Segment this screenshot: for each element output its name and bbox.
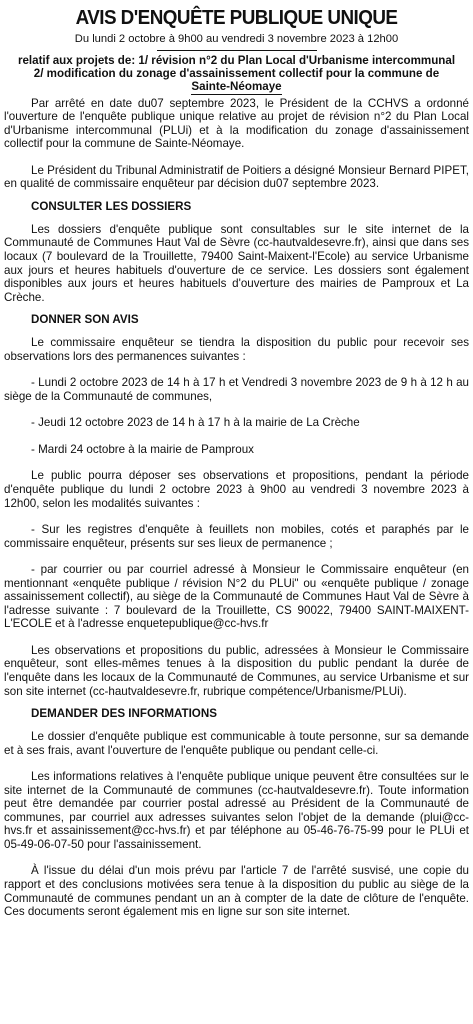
notice-title: AVIS D'ENQUÊTE PUBLIQUE UNIQUE	[75, 6, 398, 29]
subject-line-2: 2/ modification du zonage d'assainissement collectif pour la commune de	[33, 67, 440, 81]
donner-paragraph: Les observations et propositions du public, adressées à Monsieur le Commissaire enquêteur, sont elles-mêmes tenues à la disposition du public pendant la durée de l'enquête dans les locaux de la Communauté de Communes, au service Urbanisme et sur son site internet (cc-hautvaldesevre.fr, rubrique compétence/Urbanisme/PLUi).	[4, 643, 469, 698]
permanence-item: - Jeudi 12 octobre 2023 de 14 h à 17 h à la mairie de La Crèche	[31, 416, 360, 430]
donner-paragraph: Le public pourra déposer ses observations et propositions, pendant la période d'enquête publique du lundi 2 octobre 2023 à 9h00 au vendredi 3 novembre 2023 à 12h00, selon les modalités suivantes :	[4, 469, 469, 510]
commune-name: Sainte-Néomaye	[191, 80, 282, 94]
consulter-paragraph: Les dossiers d'enquête publique sont consultables sur le site internet de la Communauté de Communes Haut Val de Sèvre (cc-hautvaldesevre.fr), ainsi que dans ses locaux (7 boulevard de la Trouillette, 79400 Saint-Maixent-l'Ecole) au service Urbanisme aux jours et heures habituels d'ouverture de ce service. Les dossiers sont également disponibles aux jours et heures habituels d'ouverture des mairies de Pamproux et La Crèche.	[4, 222, 469, 304]
subject-line-1: relatif aux projets de: 1/ révision n°2 du Plan Local d'Urbanisme intercommunal	[17, 54, 456, 67]
subject-line-3	[4, 80, 469, 94]
demander-paragraph: Les informations relatives à l'enquête publique unique peuvent être consultées sur le site internet de la Communauté de communes (cc-hautvaldesevre.fr). Toute information peut être demandée par courrier postal adressé au Président de la Communauté de communes, par courriel aux adresses suivantes selon l'objet de la demande (plui@cc-hvs.fr et assainissement@cc-hvs.fr) et par téléphone au 05-46-76-75-99 pour le PLUi et 05-49-06-07-50 pour l'assainissement.	[4, 770, 469, 851]
modalite-item: - par courrier ou par courriel adressé à Monsieur le Commissaire enquêteur (en mentionnant «enquête publique / révision N°2 du PLUi" ou «enquête publique / zonage assainissement collectif), au siège de la Communauté de Communes Haut Val de Sèvre à l'adresse suivante : 7 boulevard de la Trouillette, CS 90022, 79400 SAINT-MAIXENT-L'ECOLE et à l'adresse enquetepublique@cc-hvs.fr	[4, 563, 469, 631]
permanence-item: - Mardi 24 octobre à la mairie de Pamproux	[31, 442, 254, 456]
demander-paragraph: Le dossier d'enquête publique est communicable à toute personne, sur sa demande et à ses frais, avant l'ouverture de l'enquête publique ou pendant celle-ci.	[4, 730, 469, 757]
section-heading-demander: DEMANDER DES INFORMATIONS	[31, 707, 217, 721]
enquiry-dates: Du lundi 2 octobre à 9h00 au vendredi 3 novembre 2023 à 12h00	[74, 33, 399, 45]
notice-subject	[4, 54, 469, 95]
section-heading-consulter: CONSULTER LES DOSSIERS	[31, 199, 192, 213]
intro-paragraph: Par arrêté en date du07 septembre 2023, le Président de la CCHVS a ordonné l'ouverture de l'enquête publique unique relative au projet de révision n°2 du Plan Local d'Urbanisme intercommunal (PLUi) et à la modification du zonage d'assainissement collectif pour la commune de Sainte-Néomaye.	[4, 96, 469, 151]
title-divider	[157, 50, 317, 51]
permanence-item: - Lundi 2 octobre 2023 de 14 h à 17 h et Vendredi 3 novembre 2023 de 9 h à 12 h au siège de la Communauté de communes,	[4, 376, 469, 403]
section-heading-donner: DONNER SON AVIS	[31, 313, 139, 327]
modalite-item: - Sur les registres d'enquête à feuillets non mobiles, cotés et paraphés par le commissaire enquêteur, présents sur ses lieux de permanence ;	[4, 523, 469, 550]
demander-paragraph: À l'issue du délai d'un mois prévu par l'article 7 de l'arrêté susvisé, une copie du rapport et des conclusions motivées sera tenue à la disposition du public au siège de la Communauté de communes pendant un an à compter de la date de clôture de l'enquête. Ces documents seront également mis en ligne sur son site internet.	[4, 864, 469, 919]
intro-paragraph: Le Président du Tribunal Administratif de Poitiers a désigné Monsieur Bernard PIPET, en qualité de commissaire enquêteur par décision du07 septembre 2023.	[4, 163, 469, 191]
donner-paragraph: Le commissaire enquêteur se tiendra la disposition du public pour recevoir ses observations lors des permanences suivantes :	[4, 336, 469, 363]
